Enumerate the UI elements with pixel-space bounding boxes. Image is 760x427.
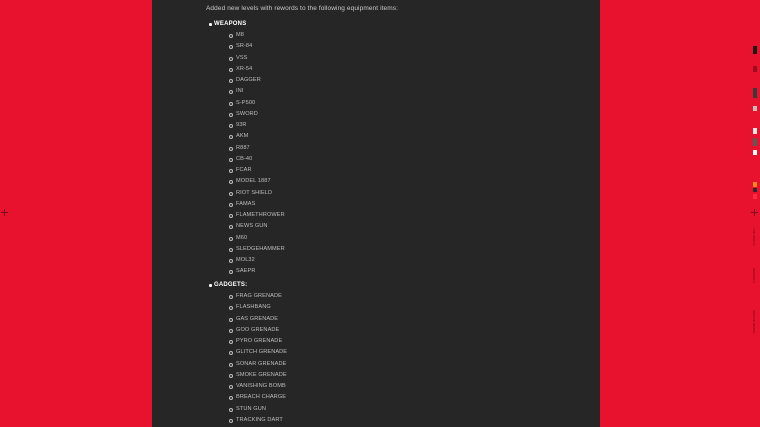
list-item (226, 64, 285, 75)
gadgets-list (214, 291, 287, 426)
list-item-label: SONAR GRENADE (236, 360, 287, 367)
list-item-label: FLASHBANG (236, 304, 271, 311)
list-item-label: RIOT SHIELD (236, 189, 273, 196)
circle-bullet-icon (229, 248, 233, 252)
list-item-label: R887 (236, 144, 250, 151)
circle-bullet-icon (229, 45, 233, 49)
list-item (226, 221, 285, 232)
circle-bullet-icon (229, 363, 233, 367)
circle-bullet-icon (229, 192, 233, 196)
list-item-label: BREACH CHARGE (236, 394, 287, 401)
circle-bullet-icon (229, 374, 233, 378)
circle-bullet-icon (229, 329, 233, 333)
circle-bullet-icon (229, 102, 233, 106)
list-item-label: NEWS GUN (236, 223, 268, 230)
list-item-label: TRACKING DART (236, 416, 283, 423)
gadgets-title: GADGETS: (214, 282, 248, 288)
list-item (226, 347, 287, 358)
list-item (226, 314, 287, 325)
list-item (226, 86, 285, 97)
list-item (226, 233, 285, 244)
list-item (226, 165, 285, 176)
circle-bullet-icon (229, 318, 233, 322)
circle-bullet-icon (229, 340, 233, 344)
list-item-label: CB-40 (236, 155, 253, 162)
gadgets-heading (214, 280, 287, 291)
color-swatch (753, 138, 757, 146)
list-item-label: SR-84 (236, 43, 253, 50)
color-swatch (753, 106, 757, 111)
list-item (226, 98, 285, 109)
list-item-label: FAMAS (236, 200, 256, 207)
circle-bullet-icon (229, 113, 233, 117)
list-item (226, 131, 285, 142)
list-item (226, 53, 285, 64)
list-item-label: SAEPR (236, 268, 256, 275)
circle-bullet-icon (229, 237, 233, 241)
list-item-label: GAS GRENADE (236, 315, 279, 322)
crosshair-left-icon (1, 209, 8, 216)
list-item (226, 255, 285, 266)
circle-bullet-icon (229, 180, 233, 184)
list-item-label: PYRO GRENADE (236, 338, 283, 344)
circle-bullet-icon (229, 169, 233, 173)
circle-bullet-icon (229, 408, 233, 412)
list-item (226, 120, 285, 131)
circle-bullet-icon (229, 419, 233, 423)
list-item-label: FCAR (236, 167, 252, 173)
list-item-label: GOO GRENADE (236, 326, 280, 333)
color-swatch (753, 88, 757, 98)
list-item (226, 143, 285, 154)
color-swatch (753, 128, 757, 134)
list-item (226, 291, 287, 302)
list-item-label: SLEDGEHAMMER (236, 245, 285, 252)
list-item (226, 154, 285, 165)
list-item-label: INI (236, 88, 244, 95)
color-swatch (753, 188, 757, 192)
circle-bullet-icon (229, 147, 233, 151)
sidebar-label-bottom: UPDATE NOTES (752, 310, 756, 334)
weapons-title: WEAPONS (214, 21, 247, 27)
list-item (226, 210, 285, 221)
list-item-label: MOL32 (236, 257, 255, 263)
circle-bullet-icon (229, 306, 233, 310)
circle-bullet-icon (229, 135, 233, 139)
circle-bullet-icon (229, 214, 233, 218)
circle-bullet-icon (229, 385, 233, 389)
list-item-label: VSS (236, 54, 248, 61)
circle-bullet-icon (229, 57, 233, 61)
weapons-heading (214, 19, 285, 30)
list-item-label: S-P500 (236, 99, 256, 106)
circle-bullet-icon (229, 295, 233, 299)
sidebar-label-mid: SEASON 4 (752, 268, 756, 284)
crosshair-right-icon (751, 209, 758, 216)
color-swatch (753, 194, 757, 199)
list-item-label: FLAMETHROWER (236, 212, 285, 218)
list-item-label: 93R (236, 122, 247, 128)
circle-bullet-icon (229, 124, 233, 128)
list-item-label: STUN GUN (236, 405, 267, 412)
color-swatch (753, 150, 757, 155)
list-item (226, 336, 287, 347)
list-item (226, 359, 287, 370)
color-swatch (753, 182, 757, 187)
list-item-label: SMOKE GRENADE (236, 371, 287, 378)
list-item (226, 302, 287, 313)
gadgets-section (214, 280, 287, 426)
list-item-label: VANISHING BOMB (236, 383, 286, 389)
color-swatch (753, 46, 757, 54)
circle-bullet-icon (229, 79, 233, 83)
weapons-list (214, 30, 285, 278)
list-item-label: FRAG GRENADE (236, 293, 282, 299)
bullet-icon (209, 284, 212, 287)
circle-bullet-icon (229, 90, 233, 94)
list-item-label: DAGGER (236, 77, 261, 83)
circle-bullet-icon (229, 225, 233, 229)
list-item (226, 199, 285, 210)
list-item (226, 325, 287, 336)
list-item (226, 370, 287, 381)
list-item (226, 30, 285, 41)
list-item-label: XR-54 (236, 65, 253, 72)
list-item (226, 109, 285, 120)
patch-notes-article (152, 0, 600, 427)
list-item-label: M60 (236, 234, 248, 241)
list-item (226, 381, 287, 392)
list-item (226, 404, 287, 415)
circle-bullet-icon (229, 351, 233, 355)
circle-bullet-icon (229, 158, 233, 162)
list-item-label: SWORD (236, 110, 258, 117)
list-item (226, 392, 287, 403)
circle-bullet-icon (229, 68, 233, 72)
list-item (226, 176, 285, 187)
list-item-label: M8 (236, 32, 244, 38)
sidebar-label-top: THE FINALS (752, 228, 756, 246)
color-swatch (753, 66, 757, 72)
circle-bullet-icon (229, 396, 233, 400)
list-item (226, 188, 285, 199)
intro-text: Added new levels with rewords to the following equipment items: (206, 5, 399, 12)
list-item-label: GLITCH GRENADE (236, 349, 288, 356)
circle-bullet-icon (229, 34, 233, 38)
circle-bullet-icon (229, 259, 233, 263)
list-item (226, 415, 287, 426)
weapons-section (214, 19, 285, 278)
list-item (226, 41, 285, 52)
right-sidebar (750, 0, 760, 427)
list-item-label: MODEL 1887 (236, 178, 271, 185)
bullet-icon (209, 23, 212, 26)
circle-bullet-icon (229, 270, 233, 274)
list-item (226, 266, 285, 277)
list-item (226, 75, 285, 86)
list-item-label: AKM (236, 133, 249, 140)
circle-bullet-icon (229, 203, 233, 207)
list-item (226, 244, 285, 255)
